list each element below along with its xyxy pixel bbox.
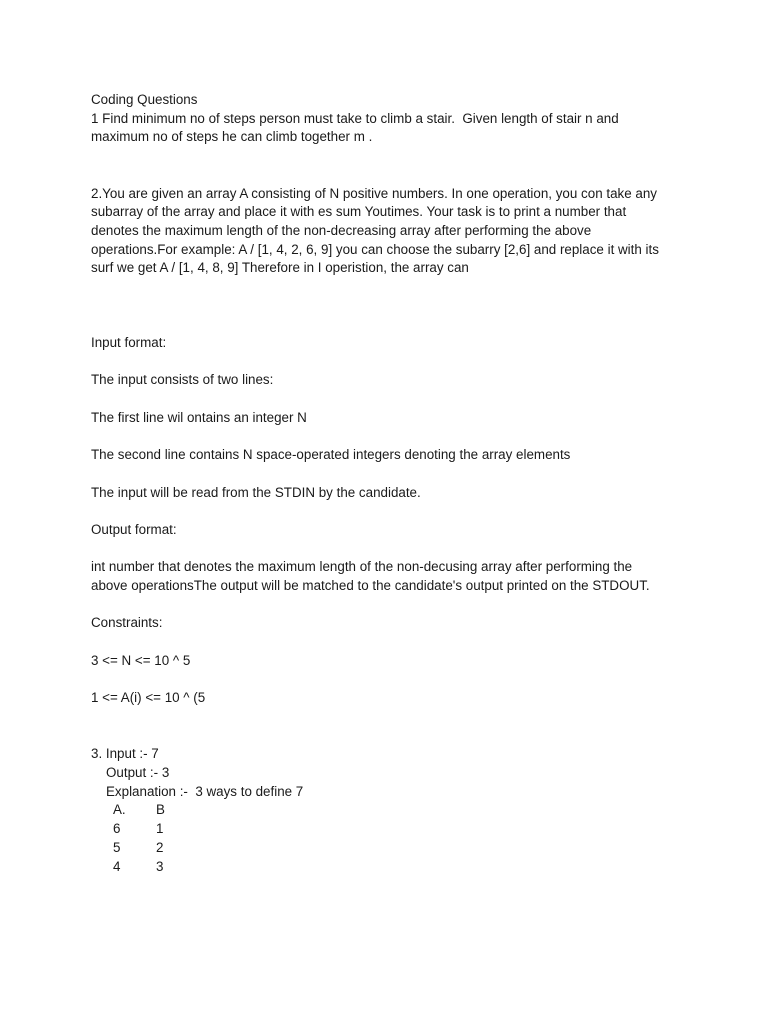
q3-table-cell: 6 bbox=[113, 821, 121, 837]
q3-table-row bbox=[91, 820, 691, 839]
q3-explanation: Explanation :- 3 ways to define 7 bbox=[106, 783, 304, 799]
q3-table-cell: A. bbox=[113, 802, 126, 818]
stdin-text: The input will be read from the STDIN by the candidate. bbox=[91, 484, 421, 500]
output-text-line-2: above operationsThe output will be matched to the candidate's output printed on the STDOUT. bbox=[91, 578, 650, 594]
document-page bbox=[91, 91, 691, 876]
q3-output: Output :- 3 bbox=[106, 765, 170, 781]
q3-table-cell: 5 bbox=[113, 839, 121, 855]
q3-table-cell: 4 bbox=[113, 858, 121, 874]
input-format-heading: Input format: bbox=[91, 335, 167, 351]
constraint-2: 1 <= A(i) <= 10 ^ (5 bbox=[91, 690, 206, 706]
q2-text-line-1: 2.You are given an array A consisting of N positive numbers. In one operation, you con take any bbox=[91, 185, 657, 201]
q1-text-line-1: 1 Find minimum no of steps person must take to climb a stair. Given length of stair n and bbox=[91, 110, 619, 126]
q3-table-row bbox=[91, 839, 691, 858]
q2-text-line-3: denotes the maximum length of the non-decreasing array after performing the above bbox=[91, 222, 592, 238]
q2-text-line-2: subarray of the array and place it with es sum Youtimes. Your task is to print a number that bbox=[91, 204, 627, 220]
q3-table-cell: B bbox=[156, 802, 165, 818]
first-line-text: The first line wil ontains an integer N bbox=[91, 409, 307, 425]
second-line-text: The second line contains N space-operated integers denoting the array elements bbox=[91, 447, 571, 463]
q3-input: 3. Input :- 7 bbox=[91, 746, 159, 762]
q1-text-line-2: maximum no of steps he can climb together m . bbox=[91, 129, 373, 145]
input-consists-text: The input consists of two lines: bbox=[91, 372, 274, 388]
q3-table-cell: 2 bbox=[156, 839, 164, 855]
document-title: Coding Questions bbox=[91, 92, 198, 107]
output-format-heading: Output format: bbox=[91, 521, 177, 537]
constraints-heading: Constraints: bbox=[91, 615, 163, 631]
q3-table-cell: 1 bbox=[156, 821, 164, 837]
output-text-line-1: int number that denotes the maximum length of the non-decusing array after performing the bbox=[91, 559, 633, 575]
q2-text-line-5: surf we get A / [1, 4, 8, 9] Therefore in I operistion, the array can bbox=[91, 260, 469, 276]
q2-text-line-4: operations.For example: A / [1, 4, 2, 6, 9] you can choose the subarry [2,6] and replace it with its bbox=[91, 241, 659, 257]
q3-table-cell: 3 bbox=[156, 858, 164, 874]
constraint-1: 3 <= N <= 10 ^ 5 bbox=[91, 652, 191, 668]
q3-table-row bbox=[91, 858, 691, 877]
q3-table-row bbox=[91, 801, 691, 820]
